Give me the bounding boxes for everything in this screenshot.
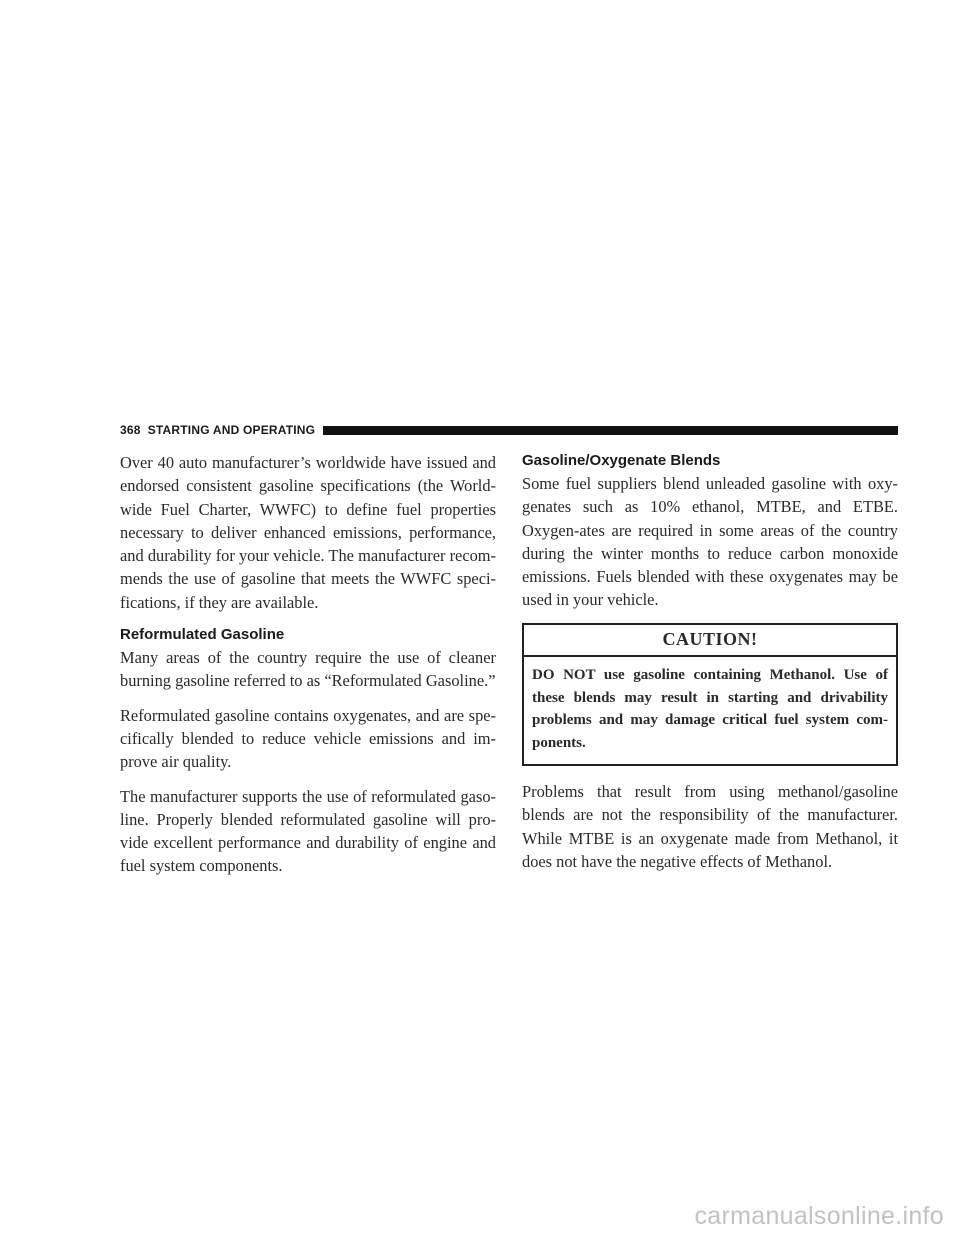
right-column	[522, 451, 898, 884]
header-label	[120, 423, 315, 437]
page-number: 368	[120, 423, 141, 437]
reformulated-paragraph-2: Reformulated gasoline contains oxygenates, and are spe-cifically blended to reduce vehicle emissions and im-prove air quality.	[120, 705, 496, 772]
caution-body: DO NOT use gasoline containing Methanol. Use of these blends may result in starting and drivability problems and may damage critical fuel system com-ponents.	[532, 667, 888, 751]
reformulated-paragraph-1: Many areas of the country require the use of cleaner burning gasoline referred to as “Reformulated Gasoline.”	[120, 648, 496, 691]
oxygenate-paragraph: Some fuel suppliers blend unleaded gasoline with oxy-genates such as 10% ethanol, MTBE, and ETBE. Oxygen-ates are required in some areas of the country during the winter months to reduce carbon monoxide emissions. Fuels blended with these oxygenates may be used in your vehicle.	[522, 474, 898, 610]
reformulated-heading: Reformulated Gasoline	[120, 626, 285, 644]
caution-box	[522, 623, 898, 766]
oxygenate-heading: Gasoline/Oxygenate Blends	[522, 452, 721, 469]
problems-paragraph: Problems that result from using methanol/gasoline blends are not the responsibility of the manufacturer. While MTBE is an oxygenate made from Methanol, it does not have the negative effects of Methanol.	[522, 782, 898, 871]
reformulated-paragraph-3: The manufacturer supports the use of reformulated gaso-line. Properly blended reformulated gasoline will pro-vide excellent performance and durability of engine and fuel system components.	[120, 786, 496, 876]
intro-paragraph: Over 40 auto manufacturer’s worldwide have issued and endorsed consistent gasoline specifications (the World-wide Fuel Charter, WWFC) to define fuel properties necessary to deliver enhanced emissions, performance, and durability for your vehicle. The manufacturer recom-mends the use of gasoline that meets the WWFC speci-fications, if they are available.	[120, 453, 496, 612]
watermark: carmanualsonline.info	[694, 1202, 944, 1230]
page-header	[120, 422, 898, 438]
left-column	[120, 451, 496, 889]
header-rule	[323, 426, 898, 435]
section-title: STARTING AND OPERATING	[147, 423, 316, 437]
caution-title: CAUTION!	[524, 625, 896, 657]
